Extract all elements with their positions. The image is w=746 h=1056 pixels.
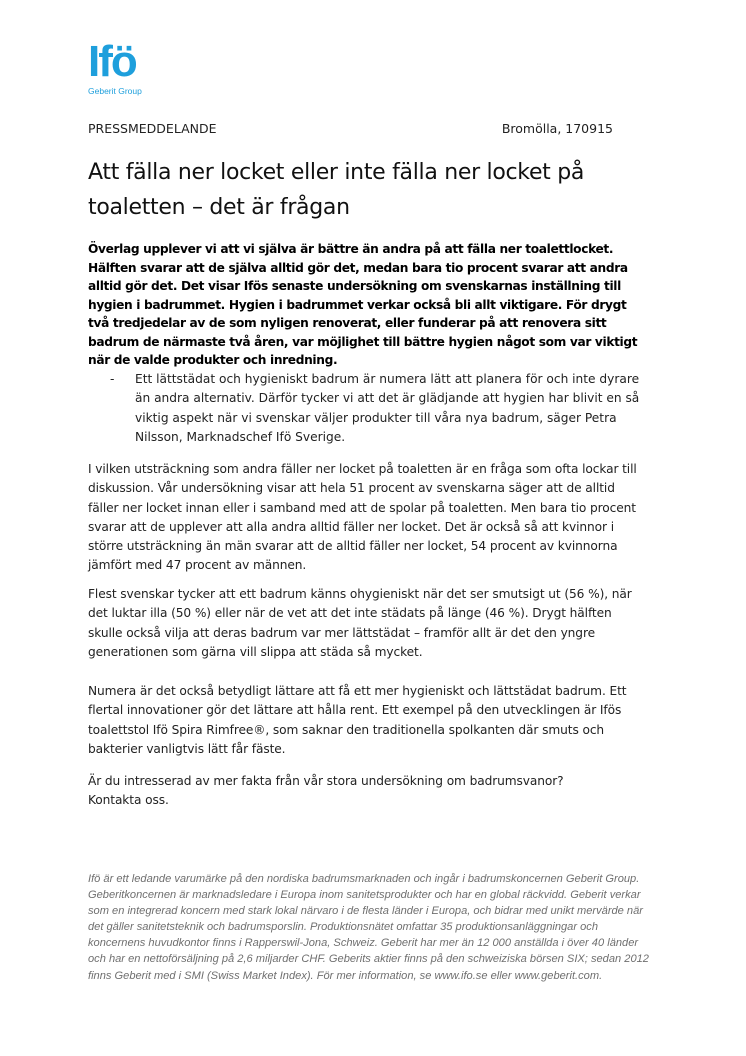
logo-wordmark: Ifö — [88, 37, 136, 86]
quote-bullet — [110, 370, 640, 447]
body-paragraph-2: Flest svenskar tycker att ett badrum känns ohygieniskt när det ser smutsigt ut (56 %), när det luktar illa (50 %) eller när de vet att det inte städats på länge (46 %). Drygt hälften skulle också vilja att deras badrum var mer lättstädat – framför allt är det den yngre generationen som gärna vill slippa att städa så mycket. — [88, 587, 632, 659]
place-date: Bromölla, 170915 — [501, 121, 613, 136]
contact-paragraph: Är du intresserad av mer fakta från vår stora undersökning om badrumsvanor? Kontakta oss. — [88, 774, 564, 808]
company-logo — [88, 37, 142, 96]
quote-text: Ett lättstädat och hygieniskt badrum är numera lätt att planera för och inte dyrare än andra alternativ. Därför tycker vi att det är glädjande att hygien har blivit en så viktig aspekt när vi svenskar väljer produkter till våra nya badrum, säger Petra Nilsson, Marknadschef Ifö Sverige. — [135, 372, 640, 444]
document-type-label: PRESSMEDDELANDE — [88, 121, 217, 136]
company-boilerplate: Ifö är ett ledande varumärke på den nordiska badrumsmarknaden och ingår i badrumskoncernen Geberit Group. Geberitkoncernen är marknadsledare i Europa inom sanitetsprodukter och har en global räckvidd. Geberit verkar som en integrerad koncern med stark lokal närvaro i de flesta länder i Europa, och bidrar med unikt mervärde när det gäller sanitetsteknik och badrumsporslin. Produktionsnätet omfattar 35 produktionsanläggningar och koncernens huvudkontor finns i Rapperswil-Jona, Schweiz. Geberit har mer än 12 000 anställda i över 40 länder och har en nettoförsäljning på 2,6 miljarder CHF. Geberits aktier finns på den schweiziska börsen SIX; sedan 2012 finns Geberit med i SMI (Swiss Market Index). För mer information, se www.ifo.se eller www.geberit.com. — [88, 873, 649, 982]
document-meta — [88, 121, 613, 136]
body-paragraph-3: Numera är det också betydligt lättare att få ett mer hygieniskt och lättstädat badrum. Ett flertal innovationer gör det lättare att hålla rent. Ett exempel på den utvecklingen är Ifös toalettstol Ifö Spira Rimfree®, som saknar den traditionella spolkanten där smuts och bakterier vanligtvis lätt får fäste. — [88, 684, 627, 756]
page-title: Att fälla ner locket eller inte fälla ner locket på toaletten – det är frågan — [88, 160, 585, 220]
logo-tagline: Geberit Group — [88, 86, 142, 96]
bullet-dash: - — [110, 372, 115, 386]
body-paragraph-1: I vilken utsträckning som andra fäller ner locket på toaletten är en fråga som ofta lockar till diskussion. Vår undersökning visar att hela 51 procent av svenskarna säger att de alltid fäller ner locket innan eller i samband med att de spolar på toaletten. Men bara tio procent svarar att de upplever att alla andra alltid fäller ner locket. Det är också så att kvinnor i större utsträckning än män svarar att de alltid fäller ner locket, 54 procent av kvinnorna jämfört med 47 procent av männen. — [88, 462, 637, 573]
lead-paragraph: Överlag upplever vi att vi själva är bättre än andra på att fälla ner toalettlocket. Hälften svarar att de själva alltid gör det, medan bara tio procent svarar att andra alltid gör det. Det visar Ifös senaste undersökning om svenskarnas inställning till hygien i badrummet. Hygien i badrummet verkar också bli allt viktigare. För drygt två tredjedelar av de som nyligen renoverat, eller funderar på att renovera sitt badrum de närmaste två åren, var möjlighet till bättre hygien något som var viktigt när de valde produkter och inredning. — [88, 242, 638, 367]
